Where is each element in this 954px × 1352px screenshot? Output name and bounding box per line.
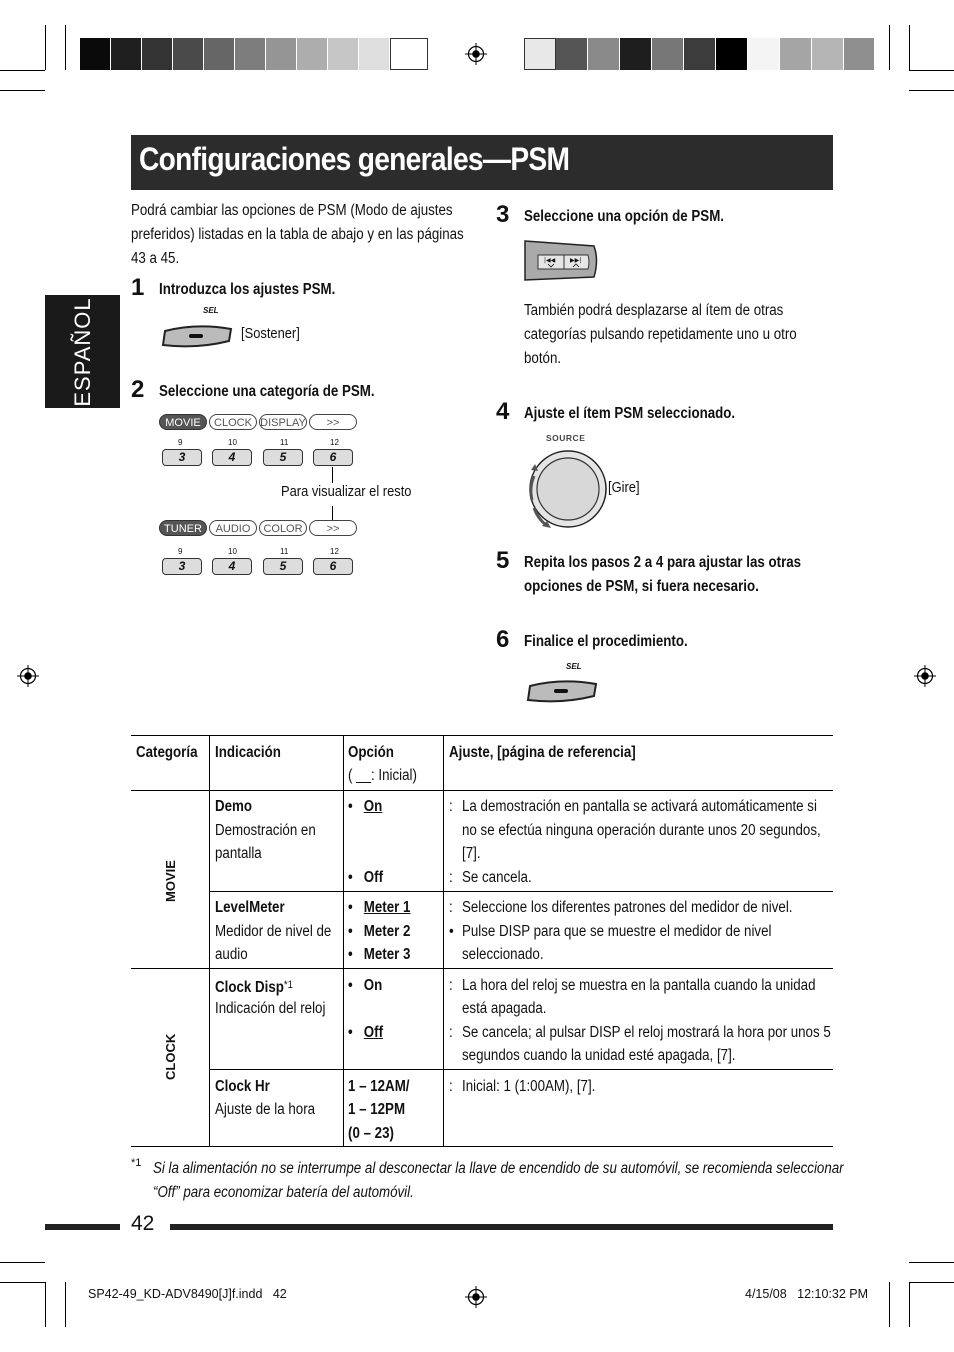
table-rule — [443, 735, 444, 1147]
step-number: 3 — [496, 201, 510, 228]
table-rule — [131, 1146, 833, 1147]
step3-note-line: También podrá desplazarse al ítem de otras — [524, 302, 784, 319]
registration-mark-icon — [465, 43, 487, 65]
step-number: 5 — [496, 547, 510, 574]
language-tab-label: ESPAÑOL — [69, 296, 95, 407]
pill-clock: CLOCK — [209, 414, 257, 430]
key-number: 9 — [178, 547, 183, 556]
turn-hint: [Gire] — [608, 479, 640, 496]
crop-mark — [909, 1282, 910, 1327]
color-swatch — [266, 38, 296, 70]
key-number: 11 — [280, 547, 289, 556]
color-swatch — [780, 38, 811, 70]
option-value: 1 – 12AM/ — [348, 1078, 410, 1095]
color-swatch — [80, 38, 110, 70]
row-desc: Demostración en — [215, 822, 316, 839]
option-value: On — [363, 798, 383, 815]
leader-line — [332, 467, 333, 483]
setting-text: segundos cuando la unidad esté apagada, [7]. — [462, 1047, 736, 1064]
footnote-text: “Off” para economizar batería del automóvil. — [153, 1184, 414, 1201]
color-swatch — [297, 38, 327, 70]
color-swatch — [359, 38, 389, 70]
header-option: Opción — [348, 744, 394, 761]
footnote-mark: *1 — [131, 1157, 142, 1169]
header-indication: Indicación — [215, 744, 281, 761]
color-swatch — [588, 38, 619, 70]
color-swatch — [390, 38, 428, 70]
slug-filename: SP42-49_KD-ADV8490[J]f.indd 42 — [88, 1287, 287, 1301]
crop-mark — [889, 1282, 890, 1327]
leader-line — [332, 506, 333, 520]
step3-note-line: botón. — [524, 350, 562, 367]
crop-mark — [65, 25, 66, 70]
option-value: Meter 1 — [363, 899, 411, 916]
setting-text: Se cancela. — [462, 869, 532, 886]
preset-key-4: 4 — [212, 449, 252, 466]
option-value: Meter 2 — [363, 923, 411, 940]
step-text: Repita los pasos 2 a 4 para ajustar las otras — [524, 554, 802, 571]
setting-text: Seleccione los diferentes patrones del medidor de nivel. — [462, 899, 793, 916]
language-tab — [45, 295, 120, 408]
header-category: Categoría — [136, 744, 198, 761]
option-value: 1 – 12PM — [348, 1101, 406, 1118]
color-swatch — [142, 38, 172, 70]
crop-mark — [909, 90, 954, 91]
step-number: 6 — [496, 626, 510, 653]
crop-mark — [65, 1282, 66, 1327]
table-rule — [131, 790, 833, 791]
key-number: 10 — [228, 438, 237, 447]
pill-color: COLOR — [259, 520, 307, 536]
step-text: Seleccione una categoría de PSM. — [159, 383, 375, 400]
color-swatch — [111, 38, 141, 70]
color-swatch — [173, 38, 203, 70]
row-name: Clock Disp — [215, 979, 284, 996]
crop-mark — [45, 1282, 46, 1327]
volume-knob-icon — [520, 448, 610, 537]
step-text: Seleccione una opción de PSM. — [524, 208, 725, 225]
color-swatch — [235, 38, 265, 70]
step-text: opciones de PSM, si fuera necesario. — [524, 578, 759, 595]
crop-mark — [909, 70, 954, 71]
setting-text: [7]. — [462, 845, 481, 862]
color-swatch — [620, 38, 651, 70]
crop-mark — [0, 1262, 45, 1263]
source-label: SOURCE — [546, 433, 586, 443]
crop-mark — [45, 25, 46, 70]
color-swatch — [524, 38, 556, 70]
color-swatch — [844, 38, 874, 70]
row-name: Clock Hr — [215, 1078, 270, 1095]
page-number: 42 — [131, 1212, 155, 1235]
sel-button-illustration — [159, 305, 239, 355]
more-label: Para visualizar el resto — [281, 483, 412, 500]
row-desc: audio — [215, 946, 248, 963]
hold-hint: [Sostener] — [241, 325, 300, 342]
preset-key-3: 3 — [162, 449, 202, 466]
preset-key-3: 3 — [162, 558, 202, 575]
pill-more: >> — [309, 414, 357, 430]
pill-audio: AUDIO — [209, 520, 257, 536]
preset-key-6: 6 — [313, 558, 353, 575]
row-name: LevelMeter — [215, 899, 285, 916]
step-number: 4 — [496, 398, 510, 425]
preset-key-5: 5 — [263, 449, 303, 466]
sel-button-illustration — [524, 662, 604, 708]
crop-mark — [909, 1262, 954, 1263]
setting-text: Pulse DISP para que se muestre el medidor de nivel — [462, 923, 772, 940]
setting-text: La demostración en pantalla se activará automáticamente si — [462, 798, 817, 815]
step-number: 2 — [131, 376, 145, 403]
svg-text:|◀◀: |◀◀ — [544, 257, 556, 264]
step3-note-line: categorías pulsando repetidamente uno u otro — [524, 326, 797, 343]
key-number: 9 — [178, 438, 183, 447]
crop-mark — [0, 70, 45, 71]
title-bar — [131, 135, 833, 190]
footer-bar — [170, 1224, 833, 1230]
option-value: Meter 3 — [363, 946, 411, 963]
pill-movie: MOVIE — [159, 414, 207, 430]
table-rule — [131, 735, 833, 736]
registration-mark-icon — [465, 1286, 487, 1308]
pill-tuner: TUNER — [159, 520, 207, 536]
crop-mark — [0, 1282, 45, 1283]
table-rule — [343, 735, 344, 1147]
setting-text: La hora del reloj se muestra en la pantalla cuando la unidad — [462, 977, 816, 994]
category-movie: MOVIE — [163, 860, 178, 902]
svg-text:▶▶|: ▶▶| — [570, 257, 582, 264]
key-number: 11 — [280, 438, 289, 447]
category-clock: CLOCK — [163, 1033, 178, 1080]
setting-text: Se cancela; al pulsar DISP el reloj mostrará la hora por unos 5 — [462, 1024, 831, 1041]
row-desc: Ajuste de la hora — [215, 1101, 316, 1118]
step-text: Ajuste el ítem PSM seleccionado. — [524, 405, 736, 422]
table-rule — [131, 968, 833, 969]
option-value: Off — [363, 869, 384, 886]
pill-display: DISPLAY — [259, 414, 307, 430]
option-value: On — [363, 977, 383, 994]
footnote-ref: *1 — [283, 979, 293, 991]
color-swatch — [328, 38, 358, 70]
color-swatch — [204, 38, 234, 70]
preset-key-4: 4 — [212, 558, 252, 575]
pill-more: >> — [309, 520, 357, 536]
row-desc: Medidor de nivel de — [215, 923, 332, 940]
table-rule — [209, 735, 210, 1147]
row-desc: Indicación del reloj — [215, 1000, 326, 1017]
crop-mark — [909, 25, 910, 70]
option-value: (0 – 23) — [348, 1125, 394, 1142]
registration-mark-icon — [17, 665, 39, 687]
intro-text: Podrá cambiar las opciones de PSM (Modo de ajustes preferidos) listadas en la tabla de abajo y en las páginas 43 a 45. — [131, 202, 464, 267]
page-title: Configuraciones generales—PSM — [139, 141, 570, 177]
step-text: Introduzca los ajustes PSM. — [159, 281, 336, 298]
crop-mark — [889, 25, 890, 70]
header-option-sub: ( __: Inicial) — [348, 767, 417, 784]
footnote-text: Si la alimentación no se interrumpe al desconectar la llave de encendido de su automóvil, se recomienda seleccionar — [153, 1160, 844, 1177]
row-name: Demo — [215, 798, 253, 815]
key-number: 12 — [330, 547, 339, 556]
color-swatch — [748, 38, 779, 70]
color-swatch — [556, 38, 587, 70]
step-number: 1 — [131, 274, 145, 301]
step-text: Finalice el procedimiento. — [524, 633, 688, 650]
registration-mark-icon — [914, 665, 936, 687]
preset-key-5: 5 — [263, 558, 303, 575]
key-number: 12 — [330, 438, 339, 447]
skip-buttons-illustration — [524, 240, 600, 287]
setting-text: seleccionado. — [462, 946, 544, 963]
setting-text: Inicial: 1 (1:00AM), [7]. — [462, 1078, 596, 1095]
setting-text: no se efectúa ninguna operación durante unos 20 segundos, — [462, 822, 821, 839]
preset-key-6: 6 — [313, 449, 353, 466]
crop-mark — [0, 90, 45, 91]
table-rule — [209, 1069, 833, 1070]
color-swatch — [716, 38, 747, 70]
color-swatch — [812, 38, 843, 70]
color-swatch — [684, 38, 715, 70]
color-swatch — [652, 38, 683, 70]
header-setting: Ajuste, [página de referencia] — [449, 744, 636, 761]
slug-date: 4/15/08 12:10:32 PM — [745, 1287, 869, 1301]
sel-label: SEL — [203, 306, 219, 315]
setting-text: está apagada. — [462, 1000, 547, 1017]
crop-mark — [909, 1282, 954, 1283]
table-rule — [209, 891, 833, 892]
option-value: Off — [363, 1024, 384, 1041]
sel-label: SEL — [566, 662, 582, 671]
row-desc: pantalla — [215, 845, 262, 862]
footer-bar — [45, 1224, 120, 1230]
key-number: 10 — [228, 547, 237, 556]
